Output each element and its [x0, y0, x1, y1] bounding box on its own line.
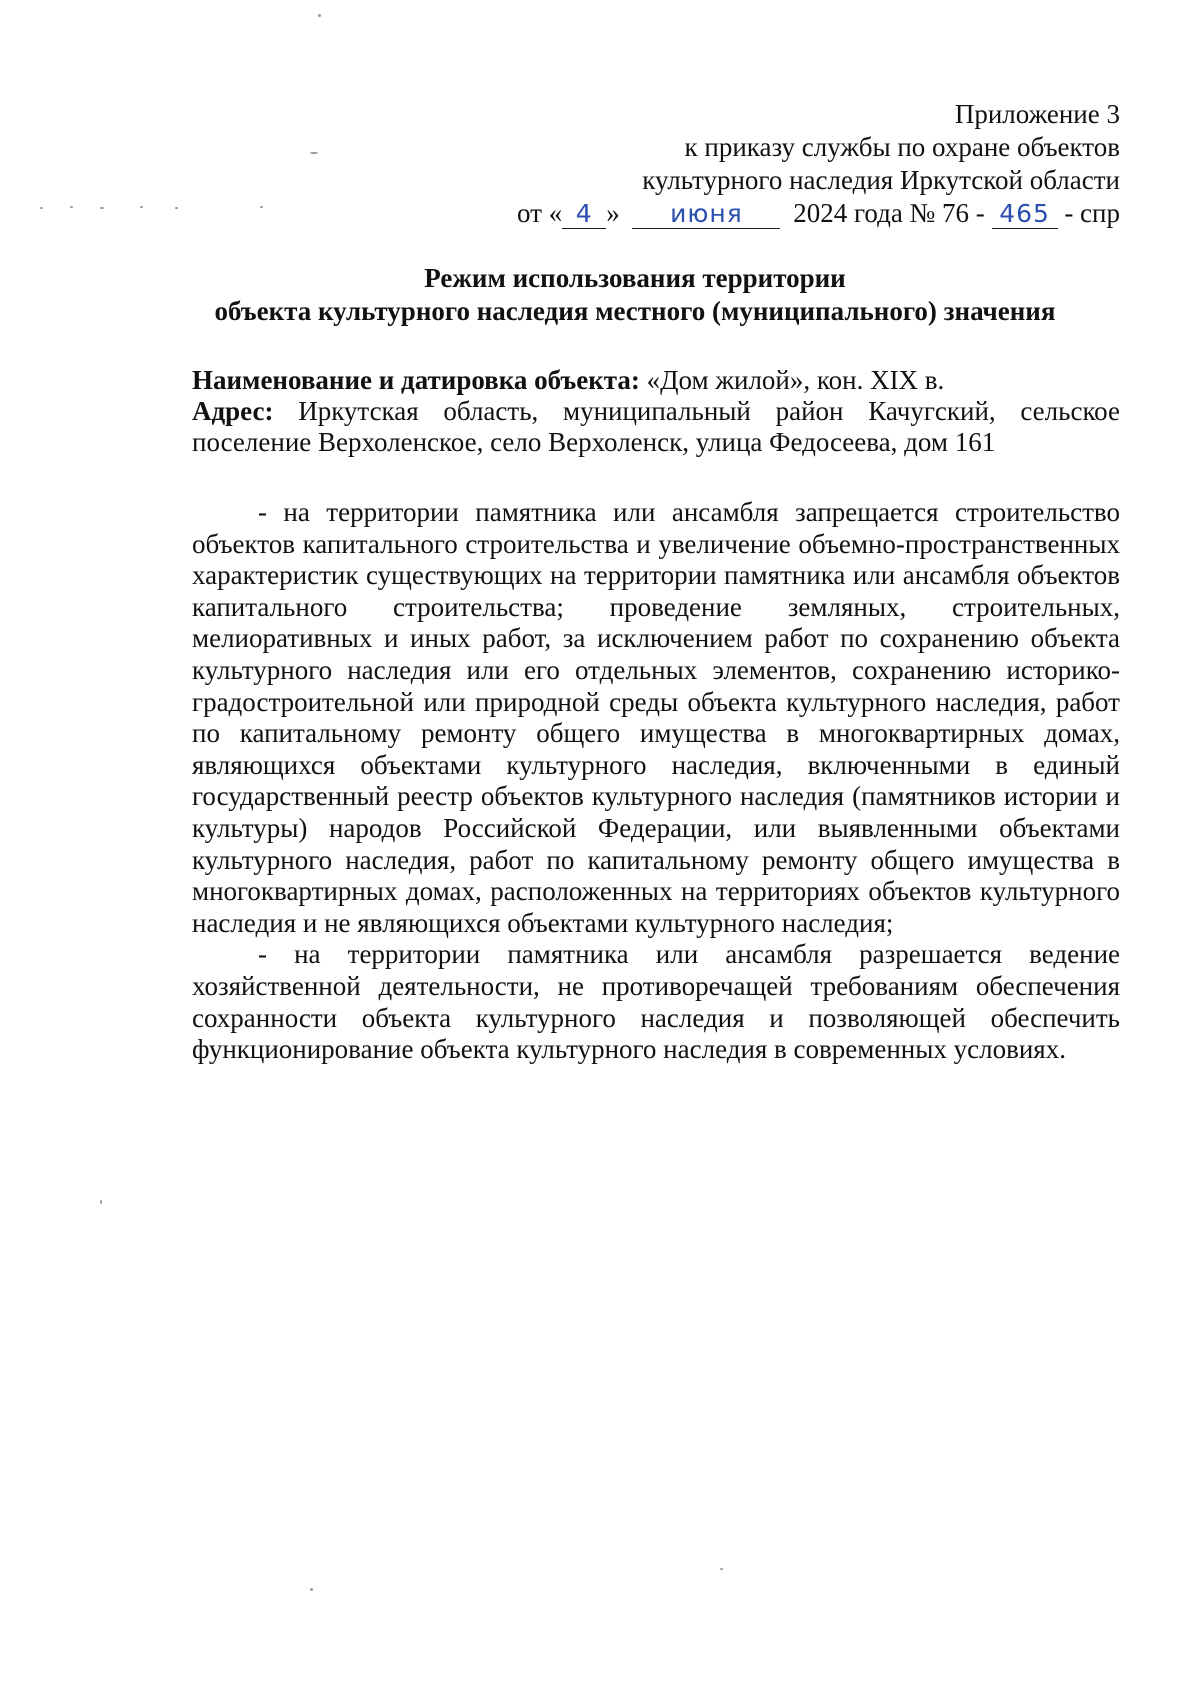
- object-name-value: «Дом жилой», кон. XIX в.: [646, 365, 945, 395]
- object-name-row: [192, 365, 1120, 396]
- regime-paragraph-prohibitions: - на территории памятника или ансамбля запрещается строительство объектов капитального строительства и увеличение объемно-пространственных характеристик существующих на территории памятника или ансамбля объектов капитального строительства; проведение земляных, строительных, мелиоративных и иных работ, за исключением работ по сохранению объекта культурного наследия или его отдельных элементов, сохранению историко-градостроительной или природной среды объекта культурного наследия, работ по капитальному ремонту общего имущества в многоквартирных домах, являющихся объектами культурного наследия, включенными в единый государственный реестр объектов культурного наследия (памятников истории и культуры) народов Российской Федерации, или выявленными объектами культурного наследия, работ по капитальному ремонту общего имущества в многоквартирных домах, расположенных на территориях объектов культурного наследия и не являющихся объектами культурного наследия;: [192, 497, 1120, 938]
- appendix-issuing-body: культурного наследия Иркутской области: [642, 165, 1120, 195]
- scan-speck: [100, 1200, 102, 1204]
- scan-speck: [260, 206, 263, 208]
- handwritten-month: июня: [632, 200, 780, 229]
- object-name-label: Наименование и датировка объекта:: [192, 365, 640, 395]
- document-title: [150, 262, 1120, 328]
- appendix-date-line: [517, 197, 1120, 230]
- title-line-2: объекта культурного наследия местного (муниципального) значения: [214, 296, 1056, 326]
- scan-speck: [175, 207, 178, 209]
- scan-speck: [40, 207, 43, 209]
- day-suffix: »: [606, 198, 620, 228]
- object-info: [192, 365, 1120, 458]
- date-prefix: от «: [517, 198, 563, 228]
- scan-speck: [140, 206, 143, 208]
- year-and-order-number: 2024 года № 76 -: [793, 198, 985, 228]
- handwritten-order-number: 465: [992, 200, 1058, 229]
- scan-speck: [70, 206, 73, 208]
- appendix-header: [517, 98, 1120, 230]
- regime-body: [192, 497, 1120, 1066]
- order-number-suffix: - спр: [1064, 198, 1120, 228]
- object-address-row: [192, 396, 1120, 458]
- title-line-1: Режим использования территории: [424, 263, 846, 293]
- scan-speck: [310, 1588, 313, 1591]
- appendix-order-reference: к приказу службы по охране объектов: [684, 132, 1120, 162]
- object-address-value: Иркутская область, муниципальный район Качугский, сельское поселение Верхоленское, село Верхоленск, улица Федосеева, дом 161: [192, 396, 1120, 457]
- appendix-title: Приложение 3: [954, 99, 1120, 129]
- scan-speck: [720, 1568, 723, 1570]
- object-address-label: Адрес:: [192, 396, 274, 426]
- scan-speck: [318, 14, 321, 17]
- scan-speck: [310, 152, 318, 154]
- handwritten-day: 4: [562, 200, 606, 229]
- scan-speck: [100, 207, 104, 209]
- regime-paragraph-permissions: - на территории памятника или ансамбля разрешается ведение хозяйственной деятельности, не противоречащей требованиям обеспечения сохранности объекта культурного наследия и позволяющей обеспечить функционирование объекта культурного наследия в современных условиях.: [192, 939, 1120, 1065]
